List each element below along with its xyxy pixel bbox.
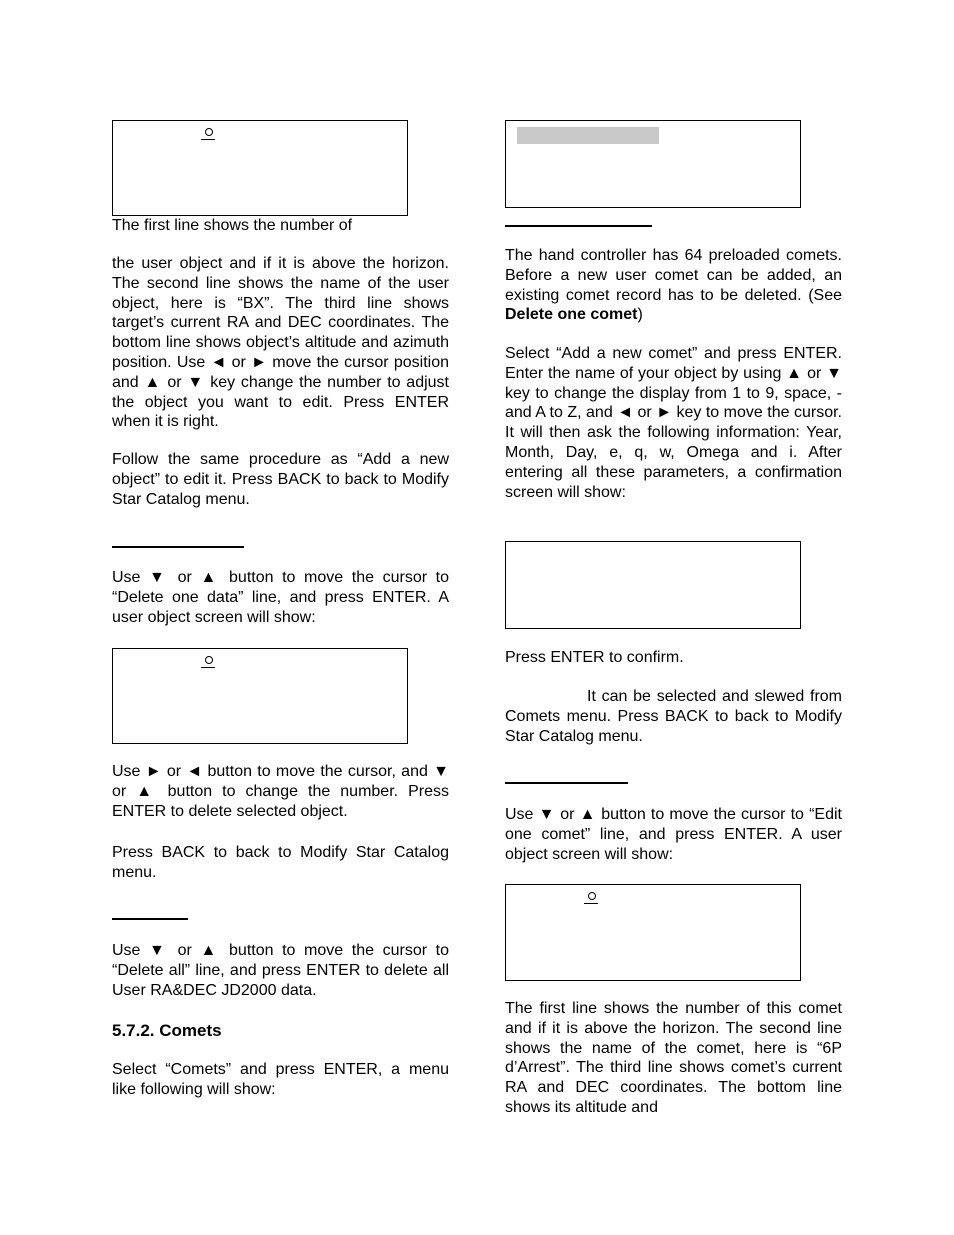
right-para-1 — [505, 246, 842, 325]
section-rule-delete-all — [112, 918, 188, 920]
lcd-screen-comets-menu — [505, 120, 801, 208]
lcd-screen-confirm — [505, 541, 801, 629]
delete-one-comet-ref: Delete one comet — [505, 306, 638, 324]
lcd-screen-edit-comet — [505, 884, 801, 981]
section-rule-add-comet — [505, 225, 652, 227]
above-horizon-marker-icon — [201, 656, 217, 670]
right-para-4: It can be selected and slewed from Comets menu. Press BACK to back to Modify Star Catalog menu. — [505, 688, 842, 745]
left-para-5: Use ► or ◄ button to move the cursor, and ▼ or ▲ button to change the number. Press ENTER to delete selected object. — [112, 763, 449, 820]
above-horizon-marker-icon — [201, 128, 217, 142]
left-para-1: The first line shows the number of — [112, 217, 353, 234]
menu-selection-highlight — [517, 127, 659, 144]
left-para-4: Use ▼ or ▲ button to move the cursor to “Delete one data” line, and press ENTER. A user object screen will show: — [112, 569, 449, 626]
section-rule-edit-comet — [505, 782, 628, 784]
above-horizon-marker-icon — [584, 892, 600, 906]
right-para-1-text: The hand controller has 64 preloaded comets. Before a new user comet can be added, an existing comet record has to be deleted. (See — [505, 247, 842, 304]
right-para-5: Use ▼ or ▲ button to move the cursor to “Edit one comet” line, and press ENTER. A user object screen will show: — [505, 806, 842, 863]
right-para-2: Select “Add a new comet” and press ENTER. Enter the name of your object by using ▲ or ▼ key to change the display from 1 to 9, space, - and A to Z, and ◄ or ► key to move the cursor. It will then ask the following information: Year, Month, Day, e, q, w, Omega and i. After entering all these parameters, a confirmation screen will show: — [505, 345, 842, 501]
left-para-2: the user object and if it is above the horizon. The second line shows the name of the user object, here is “BX”. The third line shows target’s current RA and DEC coordinates. The bottom line shows object’s altitude and azimuth position. Use ◄ or ► move the cursor position and ▲ or ▼ key change the number to adjust the object you want to edit. Press ENTER when it is right. — [112, 255, 449, 431]
section-heading-comets: 5.7.2. Comets — [112, 1021, 222, 1040]
left-para-7: Use ▼ or ▲ button to move the cursor to “Delete all” line, and press ENTER to delete all User RA&DEC JD2000 data. — [112, 942, 449, 999]
right-para-6: The first line shows the number of this comet and if it is above the horizon. The second line shows the name of the comet, here is “6P d’Arrest”. The third line shows comet’s current RA and DEC coordinates. The bottom line shows its altitude and — [505, 1000, 842, 1116]
left-para-8: Select “Comets” and press ENTER, a menu like following will show: — [112, 1061, 449, 1098]
left-para-3: Follow the same procedure as “Add a new object” to edit it. Press BACK to back to Modify Star Catalog menu. — [112, 451, 449, 508]
right-para-1-close: ) — [637, 306, 643, 324]
lcd-screen-delete-object — [112, 648, 408, 744]
left-para-6: Press BACK to back to Modify Star Catalog menu. — [112, 844, 449, 881]
right-para-3: Press ENTER to confirm. — [505, 649, 684, 666]
lcd-screen-edit-object — [112, 120, 408, 216]
section-rule-delete-one — [112, 546, 244, 548]
